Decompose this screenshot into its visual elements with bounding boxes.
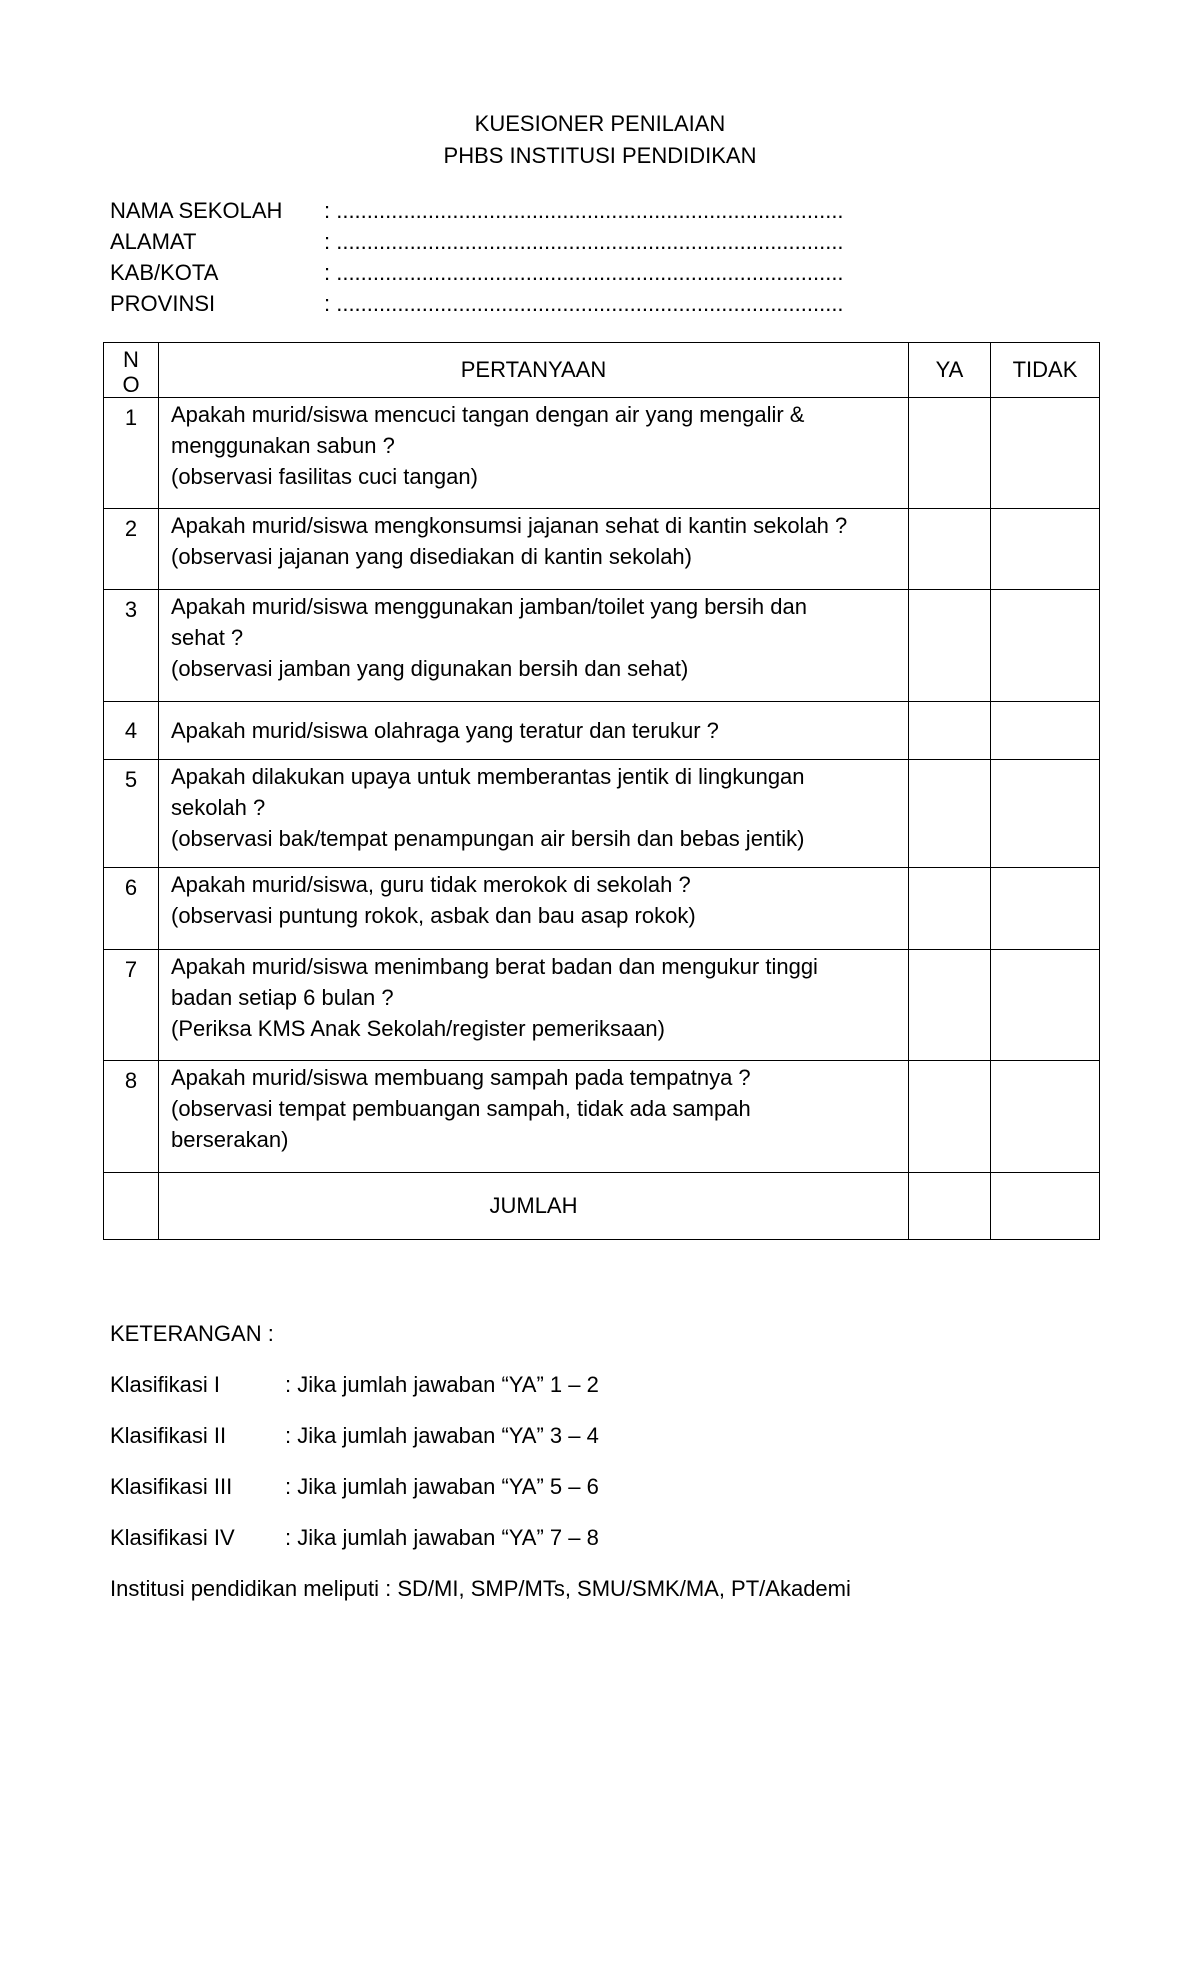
school-info-section — [110, 195, 844, 319]
question-line: sehat ? — [171, 625, 244, 650]
no-answer-cell[interactable] — [991, 590, 1100, 702]
question-line: Apakah murid/siswa olahraga yang teratur dan terukur ? — [171, 718, 719, 743]
classification-label: Klasifikasi I — [110, 1372, 221, 1397]
info-label: NAMA SEKOLAH — [110, 198, 283, 223]
question-cell — [159, 868, 909, 950]
row-number: 1 — [104, 398, 159, 509]
table-row — [104, 950, 1100, 1061]
table-row — [104, 590, 1100, 702]
no-answer-cell[interactable] — [991, 950, 1100, 1061]
question-cell — [159, 950, 909, 1061]
notes-heading: KETERANGAN : — [110, 1321, 274, 1346]
total-row — [104, 1173, 1100, 1240]
no-answer-cell[interactable] — [991, 868, 1100, 950]
province-field[interactable]: : ................................................................................... — [324, 291, 844, 316]
question-line: Apakah murid/siswa mencuci tangan dengan air yang mengalir & — [171, 402, 805, 427]
row-number: 7 — [104, 950, 159, 1061]
table-row — [104, 1061, 1100, 1173]
info-row-province — [110, 288, 844, 319]
row-number: 6 — [104, 868, 159, 950]
question-line: badan setiap 6 bulan ? — [171, 985, 394, 1010]
header-no-line: N — [123, 347, 139, 372]
questionnaire-table — [103, 342, 1100, 1240]
question-line: (observasi fasilitas cuci tangan) — [171, 464, 478, 489]
table-row — [104, 868, 1100, 950]
question-cell — [159, 590, 909, 702]
header-no-answer: TIDAK — [991, 343, 1100, 398]
yes-answer-cell[interactable] — [909, 868, 991, 950]
question-line: sekolah ? — [171, 795, 266, 820]
info-label: ALAMAT — [110, 229, 197, 254]
table-row — [104, 398, 1100, 509]
total-number-cell — [104, 1173, 159, 1240]
regency-field[interactable]: : ................................................................................... — [324, 260, 844, 285]
info-row-school-name — [110, 195, 844, 226]
classification-label: Klasifikasi IV — [110, 1525, 235, 1550]
question-line: (observasi jajanan yang disediakan di kantin sekolah) — [171, 544, 692, 569]
yes-answer-cell[interactable] — [909, 509, 991, 590]
question-cell — [159, 760, 909, 868]
question-line: berserakan) — [171, 1127, 289, 1152]
no-answer-cell[interactable] — [991, 1061, 1100, 1173]
yes-answer-cell[interactable] — [909, 398, 991, 509]
yes-answer-cell[interactable] — [909, 950, 991, 1061]
document-subtitle: PHBS INSTITUSI PENDIDIKAN — [443, 143, 757, 168]
total-yes-cell[interactable] — [909, 1173, 991, 1240]
classification-text: : Jika jumlah jawaban “YA” 3 – 4 — [285, 1423, 599, 1448]
question-cell — [159, 702, 909, 760]
question-line: Apakah murid/siswa, guru tidak merokok di sekolah ? — [171, 872, 691, 897]
classification-text: : Jika jumlah jawaban “YA” 7 – 8 — [285, 1525, 599, 1550]
question-cell — [159, 509, 909, 590]
classification-label: Klasifikasi II — [110, 1423, 227, 1448]
classification-label: Klasifikasi III — [110, 1474, 233, 1499]
institution-note: Institusi pendidikan meliputi : SD/MI, SMP/MTs, SMU/SMK/MA, PT/Akademi — [110, 1576, 851, 1601]
info-label: PROVINSI — [110, 291, 216, 316]
row-number: 3 — [104, 590, 159, 702]
question-line: (observasi bak/tempat penampungan air bersih dan bebas jentik) — [171, 826, 805, 851]
no-answer-cell[interactable] — [991, 398, 1100, 509]
row-number: 8 — [104, 1061, 159, 1173]
document-title: KUESIONER PENILAIAN — [474, 111, 726, 136]
yes-answer-cell[interactable] — [909, 760, 991, 868]
classification-row — [110, 1369, 851, 1401]
classification-row — [110, 1471, 851, 1503]
question-line: Apakah murid/siswa membuang sampah pada tempatnya ? — [171, 1065, 751, 1090]
info-row-address — [110, 226, 844, 257]
school-name-field[interactable]: : ................................................................................... — [324, 198, 844, 223]
question-line: (Periksa KMS Anak Sekolah/register pemeriksaan) — [171, 1016, 665, 1041]
row-number: 5 — [104, 760, 159, 868]
yes-answer-cell[interactable] — [909, 702, 991, 760]
question-cell — [159, 1061, 909, 1173]
no-answer-cell[interactable] — [991, 760, 1100, 868]
yes-answer-cell[interactable] — [909, 590, 991, 702]
classification-text: : Jika jumlah jawaban “YA” 5 – 6 — [285, 1474, 599, 1499]
info-label: KAB/KOTA — [110, 260, 219, 285]
question-cell — [159, 398, 909, 509]
classification-row — [110, 1420, 851, 1452]
question-line: Apakah dilakukan upaya untuk memberantas jentik di lingkungan — [171, 764, 805, 789]
total-no-cell[interactable] — [991, 1173, 1100, 1240]
total-label: JUMLAH — [159, 1173, 909, 1240]
no-answer-cell[interactable] — [991, 702, 1100, 760]
row-number: 2 — [104, 509, 159, 590]
row-number: 4 — [104, 702, 159, 760]
table-row — [104, 509, 1100, 590]
classification-row — [110, 1522, 851, 1554]
question-line: Apakah murid/siswa menimbang berat badan dan mengukur tinggi — [171, 954, 818, 979]
question-line: menggunakan sabun ? — [171, 433, 395, 458]
question-line: (observasi puntung rokok, asbak dan bau asap rokok) — [171, 903, 696, 928]
question-line: Apakah murid/siswa menggunakan jamban/toilet yang bersih dan — [171, 594, 807, 619]
table-header-row — [104, 343, 1100, 398]
question-line: Apakah murid/siswa mengkonsumsi jajanan sehat di kantin sekolah ? — [171, 513, 848, 538]
header-yes: YA — [909, 343, 991, 398]
info-row-regency — [110, 257, 844, 288]
yes-answer-cell[interactable] — [909, 1061, 991, 1173]
notes-section — [110, 1318, 851, 1605]
question-line: (observasi tempat pembuangan sampah, tidak ada sampah — [171, 1096, 751, 1121]
table-row — [104, 760, 1100, 868]
question-line: (observasi jamban yang digunakan bersih dan sehat) — [171, 656, 689, 681]
table-row — [104, 702, 1100, 760]
header-no — [104, 343, 159, 398]
address-field[interactable]: : ................................................................................... — [324, 229, 844, 254]
header-question: PERTANYAAN — [159, 343, 909, 398]
no-answer-cell[interactable] — [991, 509, 1100, 590]
header-no-line: O — [122, 372, 140, 397]
classification-text: : Jika jumlah jawaban “YA” 1 – 2 — [285, 1372, 599, 1397]
